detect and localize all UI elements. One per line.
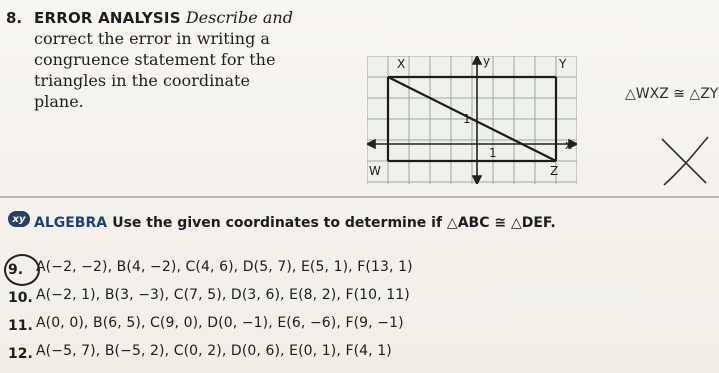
axis-label-x: x	[565, 138, 573, 152]
problem-8-line-2: correct the error in writing a	[34, 29, 270, 48]
problem-8-first-line	[34, 8, 293, 28]
algebra-heading: ALGEBRA	[34, 215, 108, 231]
exercise-coordinates: A(0, 0), B(6, 5), C(9, 0), D(0, −1), E(6, −6), F(9, −1)	[36, 315, 404, 331]
exercise-coordinates: A(−2, 1), B(3, −3), C(7, 5), D(3, 6), E(8, 2), F(10, 11)	[36, 287, 410, 303]
problem-8-number: 8.	[6, 9, 23, 27]
exercise-11	[8, 315, 404, 334]
coordinate-graph	[367, 56, 577, 184]
vertex-label-z: Z	[550, 164, 559, 178]
exercise-number: 10.	[8, 290, 33, 306]
exercise-number: 12.	[8, 346, 33, 362]
problem-8-line-4: triangles in the coordinate	[34, 71, 250, 90]
problem-8-line-3: congruence statement for the	[34, 50, 276, 69]
exercise-number: 9.	[8, 262, 24, 278]
axis-label-y: y	[483, 54, 491, 68]
exercise-12	[8, 343, 392, 362]
exercise-number: 11.	[8, 318, 33, 334]
vertex-label-y: Y	[559, 57, 567, 71]
cross-mark-icon	[656, 135, 714, 187]
algebra-instruction: Use the given coordinates to determine if △ABC ≅ △DEF.	[112, 215, 556, 231]
incorrect-congruence-statement: △WXZ ≅ △ZY	[625, 86, 719, 102]
vertex-label-x: X	[397, 57, 406, 71]
exercise-10	[8, 287, 410, 306]
problem-8-line-1: Describe and	[185, 8, 293, 27]
tick-label-1-x: 1	[489, 146, 497, 160]
exercise-9	[8, 259, 413, 278]
algebra-badge-icon: xy	[8, 211, 30, 227]
section-divider	[0, 196, 719, 198]
problem-8-line-5: plane.	[34, 92, 84, 111]
exercise-coordinates: A(−2, −2), B(4, −2), C(4, 6), D(5, 7), E(5, 1), F(13, 1)	[36, 259, 413, 275]
algebra-instruction-line	[34, 212, 556, 231]
vertex-label-w: W	[369, 164, 381, 178]
coordinate-grid	[367, 56, 577, 184]
tick-label-1-y: 1	[463, 112, 471, 126]
error-analysis-heading: ERROR ANALYSIS	[34, 9, 181, 27]
exercise-coordinates: A(−5, 7), B(−5, 2), C(0, 2), D(0, 6), E(0, 1), F(4, 1)	[36, 343, 392, 359]
